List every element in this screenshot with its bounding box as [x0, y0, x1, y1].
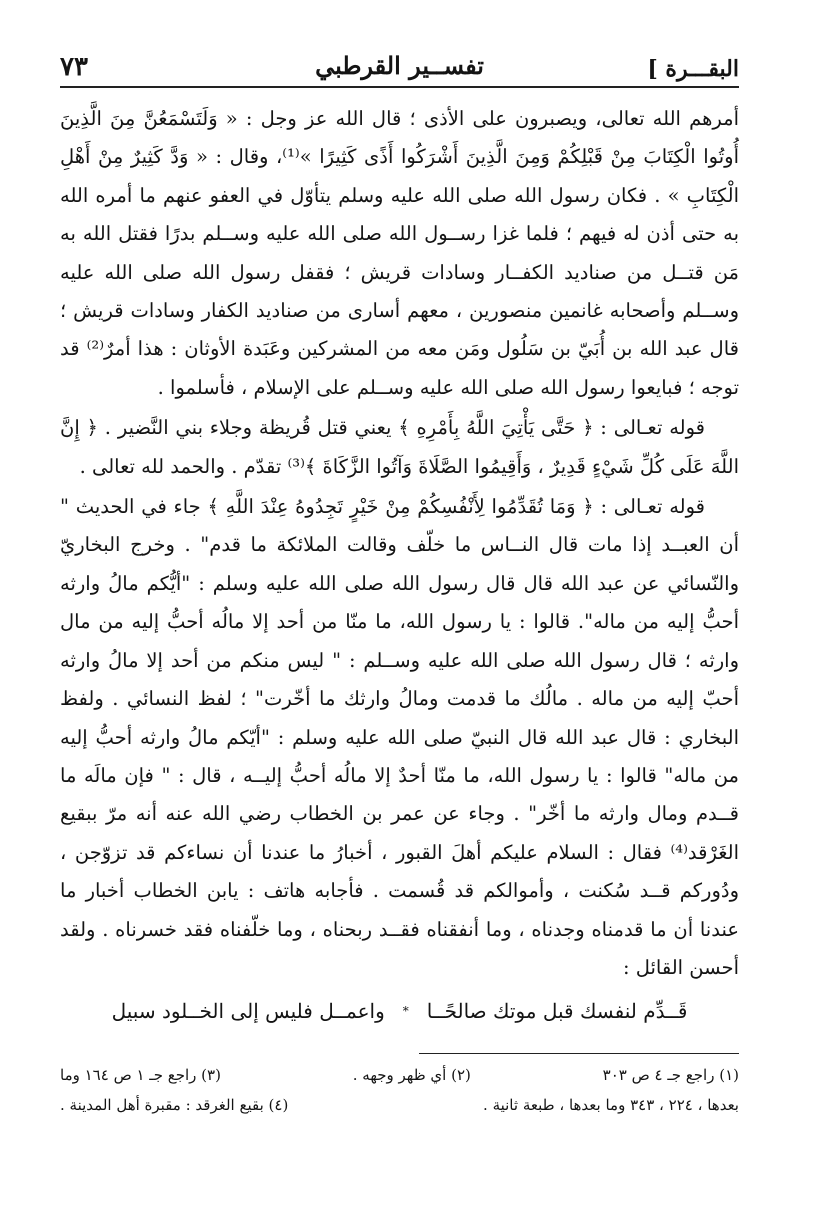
footnote-2: (٢) أي ظهر وجهه . — [352, 1066, 471, 1085]
header-rule — [60, 86, 739, 88]
footnote-3-continued: بعدها ، ٢٢٤ ، ٣٤٣ وما بعدها ، طبعة ثانية . — [483, 1096, 739, 1115]
footnote-rule — [419, 1053, 739, 1054]
page-header — [60, 40, 739, 86]
paragraph-2: قوله تعـالى : ﴿ حَتَّى يَأْتِيَ اللَّهُ بِأَمْرِهِ ﴾ يعني قتل قُريظة وجلاء بني النَّضير . ﴿ إِنَّ اللَّهَ عَلَى كُلِّ شَيْءٍ قَدِيرٌ ، وَأَقِيمُوا الصَّلَاةَ وَآتُوا الزَّكَاةَ ﴾⁽³⁾ تقدّم . والحمد لله تعالى . — [60, 416, 739, 478]
book-title: تفســير القرطبي — [315, 51, 484, 80]
poem-separator: * — [402, 1004, 409, 1019]
footnote-line-2 — [60, 1090, 739, 1120]
footnote-1: (١) راجع جـ ٤ ص ٣٠٣ — [602, 1066, 739, 1085]
footnotes — [60, 1060, 739, 1120]
page-number: ٧٣ — [60, 52, 88, 82]
poem-hemistich-1: قَــدِّم لنفسك قبل موتك صالحًــا — [426, 999, 688, 1024]
footnote-3: (٣) راجع جـ ١ ص ١٦٤ وما — [60, 1066, 221, 1085]
page-body — [60, 100, 739, 1031]
poem-verse — [60, 991, 739, 1031]
paragraph-3: قوله تعـالى : ﴿ وَمَا تُقَدِّمُوا لِأَنْفُسِكُمْ مِنْ خَيْرٍ تَجِدُوهُ عِنْدَ اللَّهِ ﴾ جاء في الحديث " أن العبــد إذا مات قال النــاس ما خلّف وقالت الملائكة ما قدم" . وخرج البخاريّ والنّسائي عن عبد الله قال قال رسول الله صلى الله عليه وسلم : "أيُّكم مالُ وارثه أحبُّ إليه من ماله". قالوا : يا رسول الله، ما منّا من أحد إلا مالُه أحبُّ إليه من مال وارثه ؛ قال رسول الله صلى الله عليه وســلم : " ليس منكم من أحد إلا مالُ وارثه أحبّ إليه من ماله . مالُك ما قدمت ومالُ وارثك ما أخّرت" ؛ لفظ النسائي . ولفظ البخاري : قال عبد الله قال النبيّ صلى الله عليه وسلم : "أيّكم مالُ وارثه أحبُّ إليه من ماله" قالوا : يا رسول الله، ما منّا أحدٌ إلا مالُه أحبُّ إليــه ، قال : " فإن مالَه ما قــدم ومال وارثه ما أخّر" . وجاء عن عمر بن الخطاب رضي الله عنه أنه مرّ ببقيع الغَرْقد⁽⁴⁾ فقال : السلام عليكم أهلَ القبور ، أخبارُ ما عندنا أن نساءكم قد تزوّجن ، ودُوركم قــد سُكنت ، وأموالكم قد قُسمت . فأجابه هاتف : يابن الخطاب أخبار ما عندنا أن ما قدمناه وجدناه ، وما أنفقناه فقــد ربحناه ، وما خلّفناه فقد خسرناه . ولقد أحسن القائل : — [60, 495, 739, 979]
paragraph-1: أمرهم الله تعالى، ويصبرون على الأذى ؛ قال الله عز وجل : « وَلَتَسْمَعُنَّ مِنَ الَّذِينَ أُوتُوا الْكِتَابَ مِنْ قَبْلِكُمْ وَمِنَ الَّذِينَ أَشْرَكُوا أَذًى كَثِيرًا »⁽¹⁾، وقال : « وَدَّ كَثِيرٌ مِنْ أَهْلِ الْكِتَابِ » . فكان رسول الله صلى الله عليه وسلم يتأوّل في العفو عنهم ما أمره الله به حتى أذن له فيهم ؛ فلما غزا رســول الله صلى الله عليه وســلم بدرًا فقتل الله به مَن قتــل من صناديد الكفــار وسادات قريش ؛ فقفل رسول الله صلى الله عليه وســلم وأصحابه غانمين منصورين ، معهم أسارى من صناديد الكفار وسادات قريش ؛ قال عبد الله بن أُبَيّ بن سَلُول ومَن معه من المشركين وعَبَدة الأوثان : هذا أمرٌ⁽²⁾ قد توجه ؛ فبايعوا رسول الله صلى الله عليه وســلم على الإسلام ، فأسلموا . — [60, 107, 739, 399]
poem-hemistich-2: واعمــل فليس إلى الخــلود سبيل — [111, 999, 385, 1024]
footnote-line-1 — [60, 1060, 739, 1090]
footnote-4: (٤) بقيع الغرقد : مقبرة أهل المدينة . — [60, 1096, 289, 1115]
surah-name: البقـــرة ] — [647, 56, 739, 82]
